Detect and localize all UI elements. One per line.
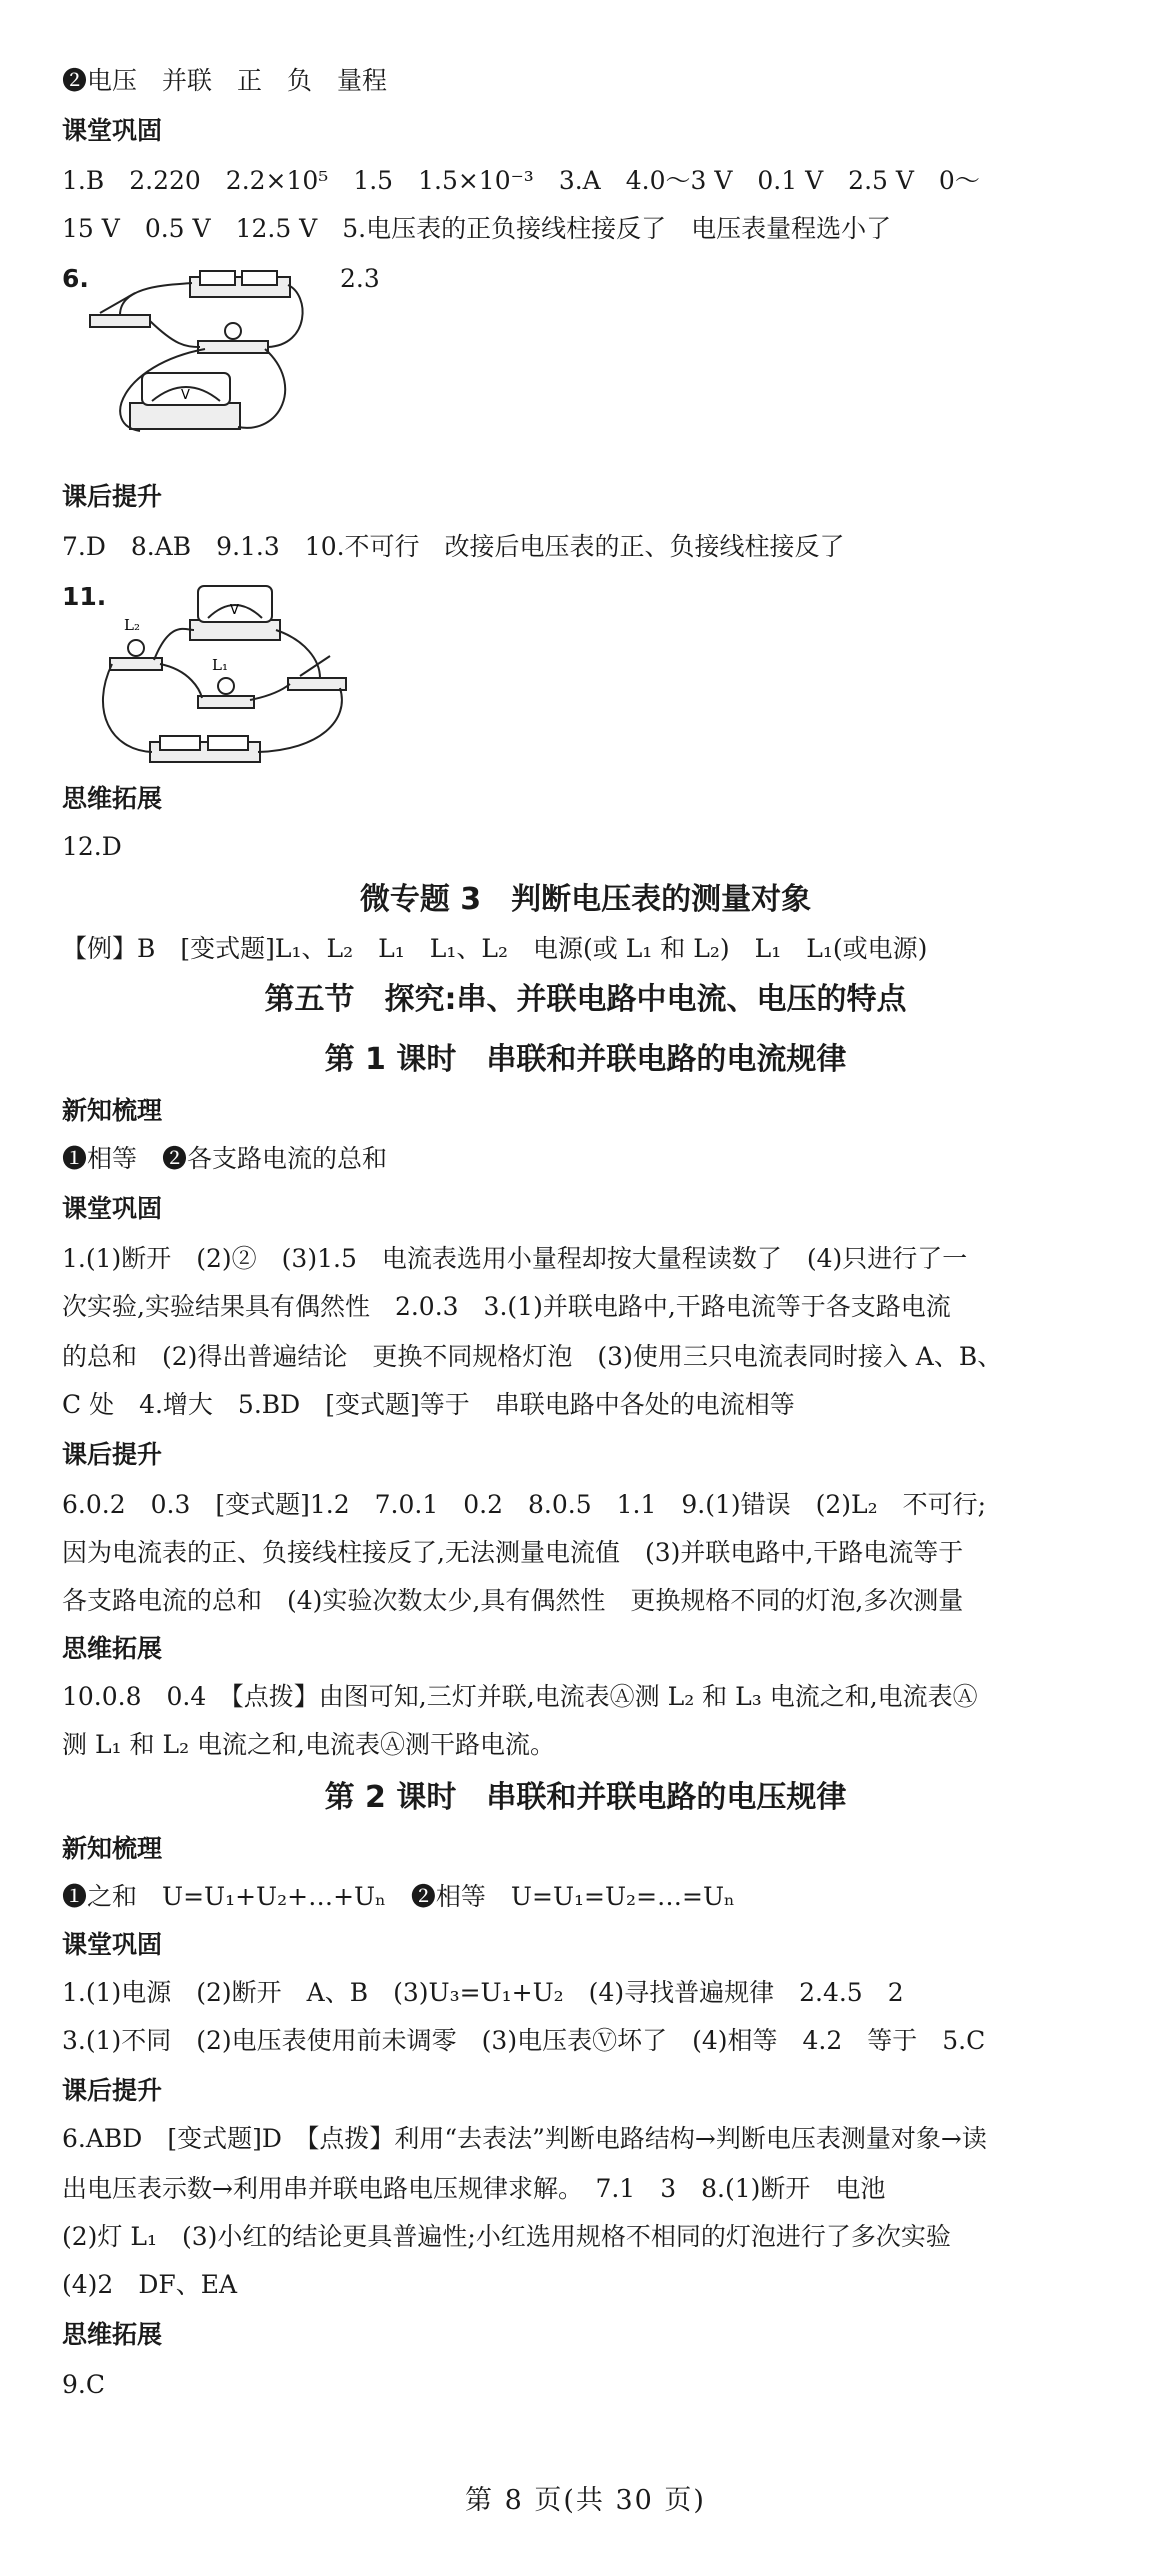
question-number: 6. — [62, 264, 89, 293]
answer-line: 1.(1)断开 (2)② (3)1.5 电流表选用小量程却按大量程读数了 (4)只进行了一 — [62, 1244, 968, 1273]
section-heading: 课后提升 — [62, 1440, 163, 1469]
answer-line: 6.ABD [变式题]D 【点拨】利用“去表法”判断电路结构→判断电压表测量对象→读 — [62, 2124, 987, 2153]
circuit-diagram-q6 — [80, 255, 320, 465]
answer-line: ❶相等 ❷各支路电流的总和 — [62, 1144, 388, 1173]
question-number: 11. — [62, 582, 107, 611]
answer-line: 9.C — [62, 2370, 105, 2399]
answer-line: (2)灯 L₁ (3)小红的结论更具普遍性;小红选用规格不相同的灯泡进行了多次实验 — [62, 2222, 951, 2251]
answer-line: 1.B 2.220 2.2×10⁵ 1.5 1.5×10⁻³ 3.A 4.0～3 V 0.1 V 2.5 V 0～ — [62, 166, 980, 195]
answer-line: 12.D — [62, 832, 122, 861]
lesson-title: 第 1 课时 串联和并联电路的电流规律 — [324, 1042, 847, 1077]
section-heading: 课后提升 — [62, 482, 163, 511]
section-heading: 思维拓展 — [62, 1634, 163, 1663]
answer-line: 出电压表示数→利用串并联电路电压规律求解。 7.1 3 8.(1)断开 电池 — [62, 2174, 886, 2203]
answer-line: 【例】B [变式题]L₁、L₂ L₁ L₁、L₂ 电源(或 L₁ 和 L₂) L₁ L₁(或电源) — [62, 934, 928, 963]
section-title: 微专题 3 判断电压表的测量对象 — [359, 882, 812, 917]
answer-line: 1.(1)电源 (2)断开 A、B (3)U₃=U₁+U₂ (4)寻找普遍规律 2.4.5 2 — [62, 1978, 904, 2007]
answer-line: 2.3 — [340, 264, 380, 293]
section-heading: 新知梳理 — [62, 1834, 163, 1863]
answer-line: ❷电压 并联 正 负 量程 — [62, 66, 388, 95]
answer-line: ❶之和 U=U₁+U₂+…+Uₙ ❷相等 U=U₁=U₂=…=Uₙ — [62, 1882, 735, 1911]
answer-line: 因为电流表的正、负接线柱接反了,无法测量电流值 (3)并联电路中,干路电流等于 — [62, 1538, 964, 1567]
section-heading: 课后提升 — [62, 2076, 163, 2105]
answer-line: 各支路电流的总和 (4)实验次数太少,具有偶然性 更换规格不同的灯泡,多次测量 — [62, 1586, 964, 1615]
section-title: 第五节 探究:串、并联电路中电流、电压的特点 — [264, 982, 907, 1017]
meter-label: V — [181, 388, 190, 403]
section-heading: 课堂巩固 — [62, 1930, 163, 1959]
answer-line: 测 L₁ 和 L₂ 电流之和,电流表Ⓐ测干路电流。 — [62, 1730, 555, 1759]
answer-line: 3.(1)不同 (2)电压表使用前未调零 (3)电压表Ⓥ坏了 (4)相等 4.2 等于 5.C — [62, 2026, 986, 2055]
section-heading: 思维拓展 — [62, 784, 163, 813]
section-heading: 课堂巩固 — [62, 1194, 163, 1223]
answer-line: C 处 4.增大 5.BD [变式题]等于 串联电路中各处的电流相等 — [62, 1390, 795, 1419]
lesson-title: 第 2 课时 串联和并联电路的电压规律 — [324, 1780, 847, 1815]
answer-line: 10.0.8 0.4 【点拨】由图可知,三灯并联,电流表Ⓐ测 L₂ 和 L₃ 电流之和,电流表Ⓐ — [62, 1682, 978, 1711]
page-footer: 第 8 页(共 30 页) — [465, 2485, 706, 2516]
bulb-label-l1: L₁ — [212, 656, 228, 674]
answer-line: (4)2 DF、EA — [62, 2270, 238, 2299]
section-heading: 课堂巩固 — [62, 116, 163, 145]
answer-line: 的总和 (2)得出普遍结论 更换不同规格灯泡 (3)使用三只电流表同时接入 A、B、 — [62, 1342, 1003, 1371]
bulb-label-l2: L₂ — [124, 616, 140, 634]
meter-label: V — [230, 603, 239, 618]
answer-line: 6.0.2 0.3 [变式题]1.2 7.0.1 0.2 8.0.5 1.1 9.(1)错误 (2)L₂ 不可行; — [62, 1490, 987, 1519]
section-heading: 思维拓展 — [62, 2320, 163, 2349]
section-heading: 新知梳理 — [62, 1096, 163, 1125]
answer-line: 7.D 8.AB 9.1.3 10.不可行 改接后电压表的正、负接线柱接反了 — [62, 532, 845, 561]
circuit-diagram-q11 — [90, 580, 360, 780]
answer-line: 次实验,实验结果具有偶然性 2.0.3 3.(1)并联电路中,干路电流等于各支路电流 — [62, 1292, 951, 1321]
answer-line: 15 V 0.5 V 12.5 V 5.电压表的正负接线柱接反了 电压表量程选小了 — [62, 214, 892, 243]
